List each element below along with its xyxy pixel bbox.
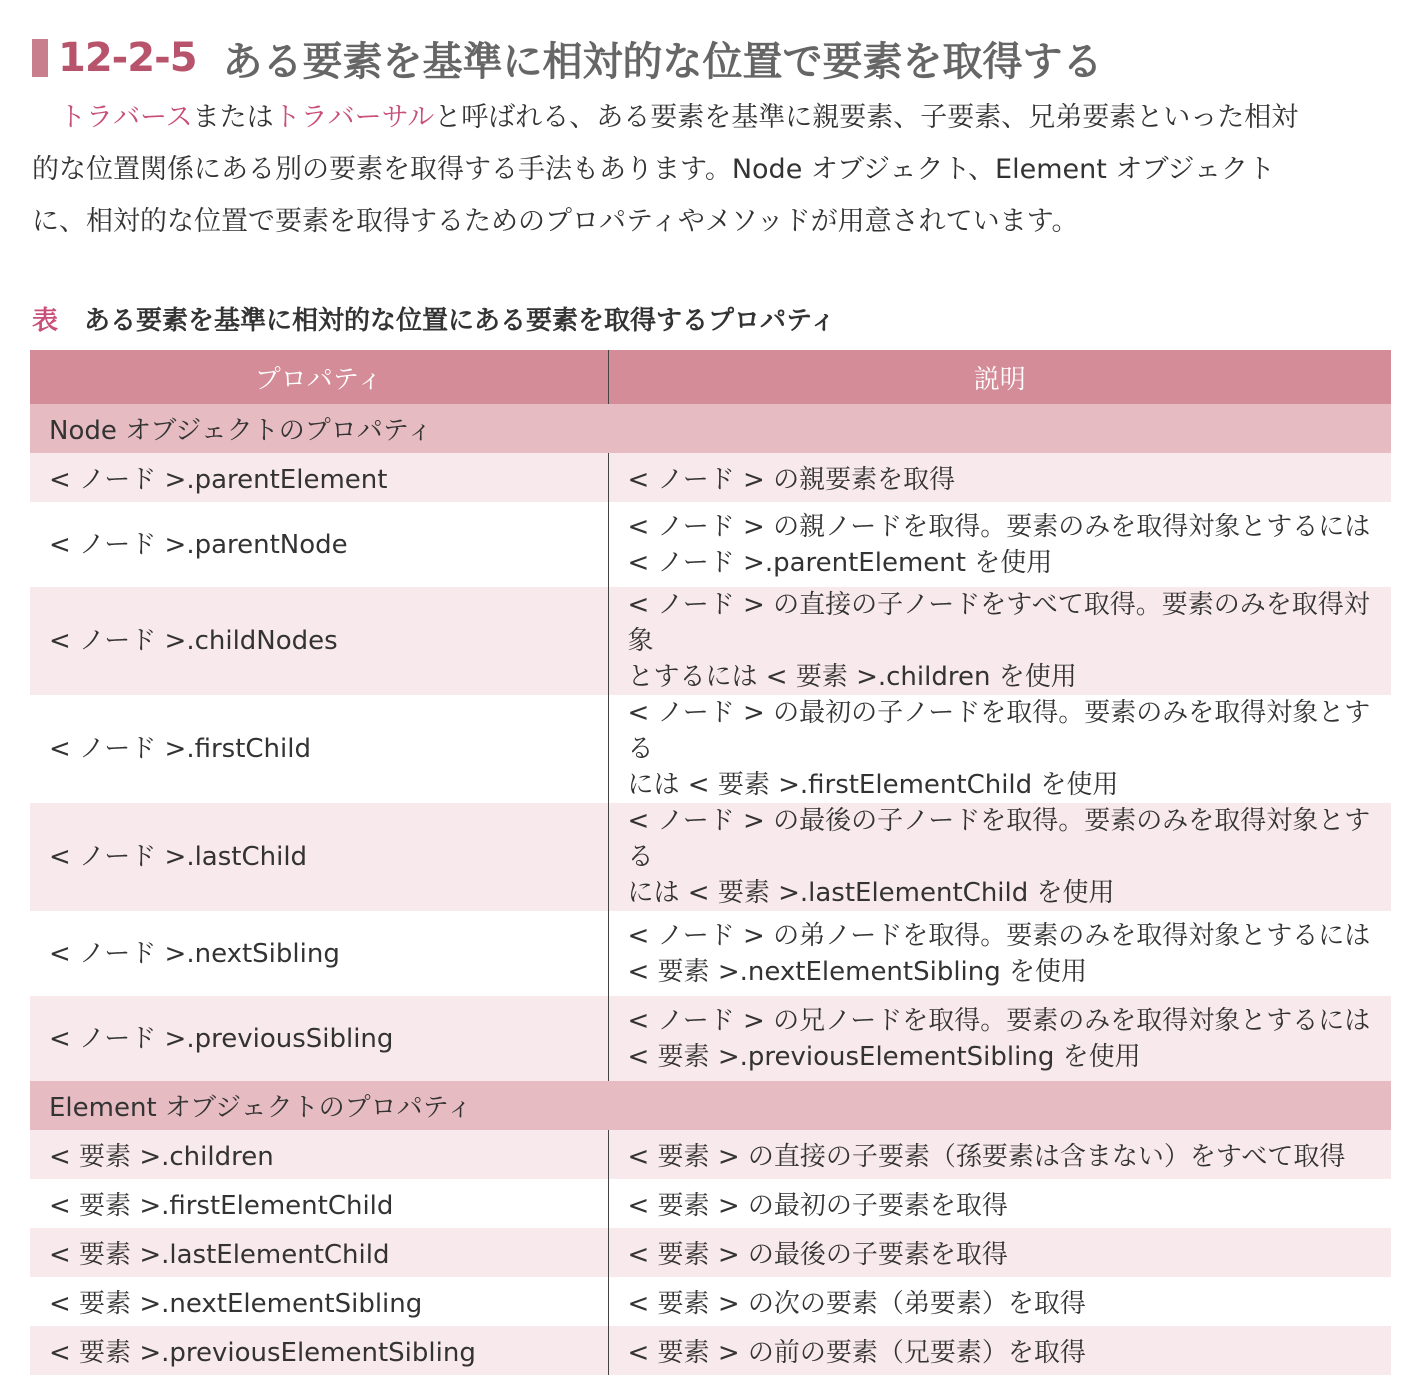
- term-traversal: トラバーサル: [273, 102, 435, 133]
- property-description: [608, 1179, 1391, 1228]
- description-line: には < 要素 >.firstElementChild を使用: [627, 770, 1119, 800]
- property-description: [608, 1277, 1391, 1326]
- group-label-node: Node オブジェクトのプロパティ: [30, 404, 1391, 453]
- table-row: [30, 1277, 1391, 1326]
- section-title: ある要素を基準に相対的な位置で要素を取得する: [222, 38, 1103, 85]
- table-row: [30, 1326, 1391, 1375]
- property-name: < ノード >.childNodes: [30, 587, 608, 695]
- intro-paragraph: [32, 92, 1392, 248]
- table-row: [30, 803, 1391, 911]
- description-line: < ノード > の兄ノードを取得。要素のみを取得対象とするには: [627, 1005, 1371, 1036]
- description-line: < ノード > の弟ノードを取得。要素のみを取得対象とするには: [627, 920, 1371, 951]
- description-line: < ノード > の直接の子ノードをすべて取得。要素のみを取得対象: [627, 590, 1370, 656]
- table-row: [30, 996, 1391, 1081]
- description-line: とするには < 要素 >.children を使用: [627, 662, 1077, 692]
- section-number: 12-2-5: [58, 35, 197, 81]
- intro-line-1: [32, 92, 1392, 144]
- table-caption-label: 表: [32, 306, 59, 336]
- property-name: < ノード >.firstChild: [30, 695, 608, 803]
- description-line: < ノード > の最初の子ノードを取得。要素のみを取得対象とする: [627, 698, 1371, 764]
- property-name: < 要素 >.lastElementChild: [30, 1228, 608, 1277]
- property-description: [608, 911, 1391, 996]
- group-label-element: Element オブジェクトのプロパティ: [30, 1081, 1391, 1130]
- property-description: [608, 1228, 1391, 1277]
- table-row: [30, 695, 1391, 803]
- description-line: < ノード > の親要素を取得: [627, 465, 956, 495]
- table-row: [30, 1179, 1391, 1228]
- section-heading: [32, 28, 1103, 88]
- intro-line-2: 的な位置関係にある別の要素を取得する手法もあります。Node オブジェクト、Element オブジェクト: [32, 154, 1275, 185]
- property-name: < 要素 >.children: [30, 1130, 608, 1179]
- property-description: [608, 1326, 1391, 1375]
- property-name: < ノード >.parentNode: [30, 502, 608, 587]
- term-traverse: トラバース: [59, 102, 193, 133]
- property-name: < 要素 >.firstElementChild: [30, 1179, 608, 1228]
- header-description: 説明: [608, 350, 1391, 404]
- property-description: [608, 453, 1391, 502]
- property-name: < 要素 >.nextElementSibling: [30, 1277, 608, 1326]
- group-row-node: [30, 404, 1391, 453]
- property-description: [608, 996, 1391, 1081]
- intro-text-2: と呼ばれる、ある要素を基準に親要素、子要素、兄弟要素といった相対: [434, 102, 1299, 133]
- table-caption-text: ある要素を基準に相対的な位置にある要素を取得するプロパティ: [84, 306, 836, 336]
- description-line: < ノード >.parentElement を使用: [627, 547, 1053, 578]
- description-line: < 要素 > の最後の子要素を取得: [627, 1240, 1008, 1270]
- property-name: < ノード >.previousSibling: [30, 996, 608, 1081]
- intro-text-1: または: [192, 102, 274, 133]
- heading-marker-bar: [32, 39, 48, 77]
- table-row: [30, 1130, 1391, 1179]
- group-row-element: [30, 1081, 1391, 1130]
- description-line: < 要素 >.nextElementSibling を使用: [627, 956, 1088, 987]
- table-row: [30, 453, 1391, 502]
- description-line: < 要素 > の次の要素（弟要素）を取得: [627, 1289, 1086, 1319]
- header-property: プロパティ: [30, 350, 608, 404]
- table-row: [30, 911, 1391, 996]
- property-name: < 要素 >.previousElementSibling: [30, 1326, 608, 1375]
- description-line: < ノード > の最後の子ノードを取得。要素のみを取得対象とする: [627, 806, 1371, 872]
- table-row: [30, 502, 1391, 587]
- property-description: [608, 502, 1391, 587]
- property-name: < ノード >.nextSibling: [30, 911, 608, 996]
- table-caption: [32, 300, 836, 337]
- table-row: [30, 587, 1391, 695]
- property-description: [608, 695, 1391, 803]
- properties-table: [30, 350, 1391, 1375]
- description-line: < 要素 >.previousElementSibling を使用: [627, 1041, 1141, 1072]
- description-line: < ノード > の親ノードを取得。要素のみを取得対象とするには: [627, 511, 1371, 542]
- table-header-row: [30, 350, 1391, 404]
- description-line: < 要素 > の直接の子要素（孫要素は含まない）をすべて取得: [627, 1142, 1346, 1172]
- property-description: [608, 587, 1391, 695]
- intro-line-3: に、相対的な位置で要素を取得するためのプロパティやメソッドが用意されています。: [32, 206, 1079, 237]
- table-row: [30, 1228, 1391, 1277]
- property-description: [608, 803, 1391, 911]
- description-line: には < 要素 >.lastElementChild を使用: [627, 878, 1115, 908]
- description-line: < 要素 > の最初の子要素を取得: [627, 1191, 1008, 1221]
- property-name: < ノード >.lastChild: [30, 803, 608, 911]
- description-line: < 要素 > の前の要素（兄要素）を取得: [627, 1338, 1086, 1368]
- property-name: < ノード >.parentElement: [30, 453, 608, 502]
- property-description: [608, 1130, 1391, 1179]
